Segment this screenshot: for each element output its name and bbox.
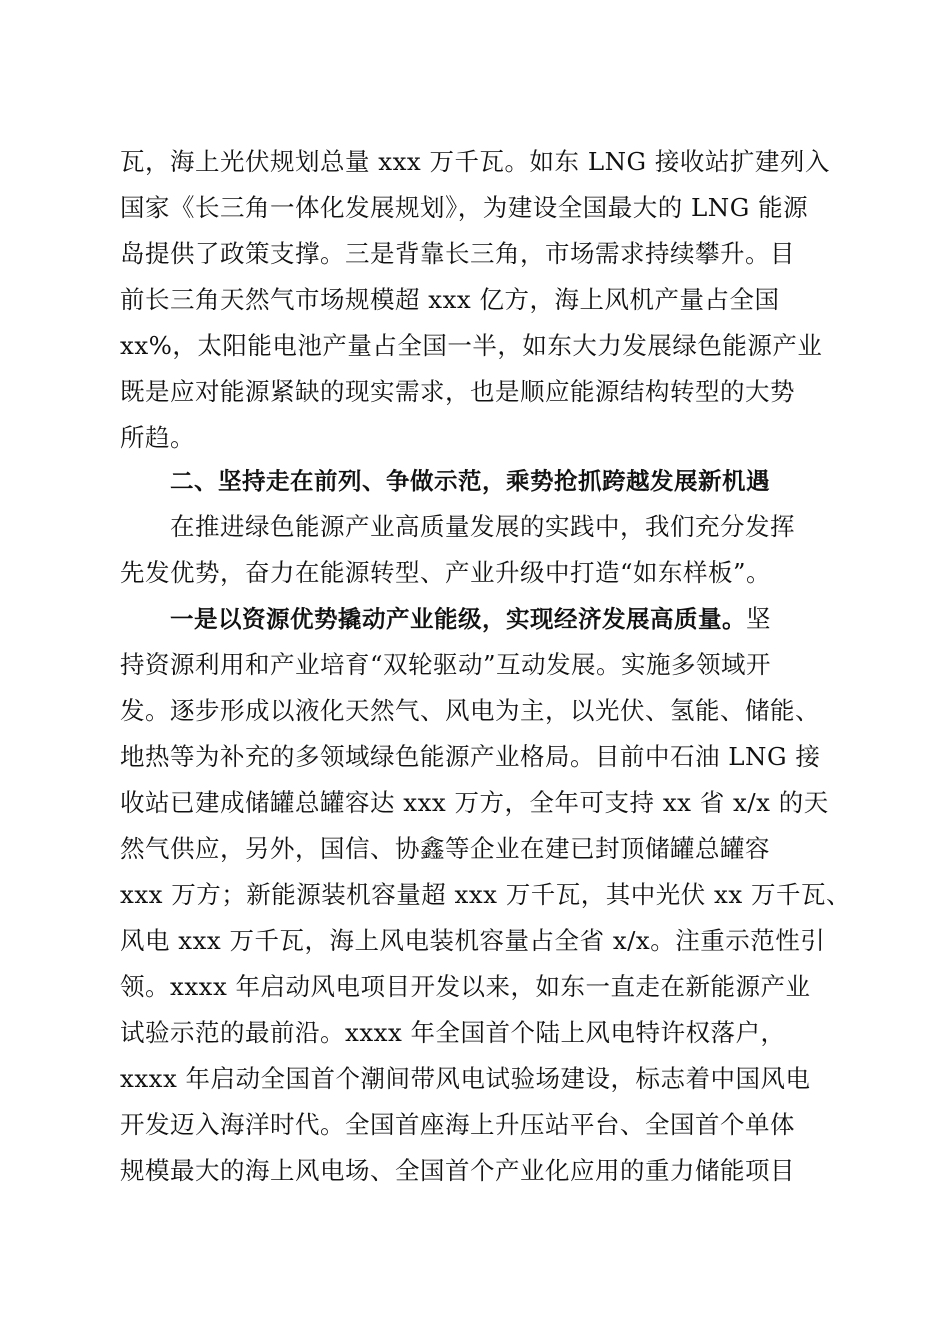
paragraph-line: 然气供应，另外，国信、协鑫等企业在建已封顶储罐总罐容 (120, 834, 770, 863)
paragraph-line: 开发迈入海洋时代。全国首座海上升压站平台、全国首个单体 (120, 1110, 795, 1139)
paragraph-line: 试验示范的最前沿。xxxx 年全国首个陆上风电特许权落户， (120, 1018, 786, 1047)
paragraph-line: xx%，太阳能电池产量占全国一半，如东大力发展绿色能源产业 (120, 331, 823, 360)
paragraph-line: 前长三角天然气市场规模超 xxx 亿方，海上风机产量占全国 (120, 285, 780, 314)
point-one-lead: 一是以资源优势撬动产业能级，实现经济发展高质量。 (170, 605, 746, 633)
paragraph-line: 收站已建成储罐总罐容达 xxx 万方，全年可支持 xx 省 x/x 的天 (120, 788, 829, 817)
paragraph-line: 规模最大的海上风电场、全国首个产业化应用的重力储能项目 (120, 1156, 795, 1185)
paragraph-line: 持资源利用和产业培育“双轮驱动”互动发展。实施多领域开 (120, 650, 772, 679)
paragraph-line: 风电 xxx 万千瓦，海上风电装机容量占全省 x/x。注重示范性引 (120, 926, 826, 955)
paragraph-line: 先发优势，奋力在能源转型、产业升级中打造“如东样板”。 (120, 558, 772, 587)
paragraph-line: 既是应对能源紧缺的现实需求，也是顺应能源结构转型的大势 (120, 377, 795, 406)
paragraph-line: 发。逐步形成以液化天然气、风电为主，以光伏、氢能、储能、 (120, 696, 820, 725)
paragraph-line: 瓦，海上光伏规划总量 xxx 万千瓦。如东 LNG 接收站扩建列入 (120, 147, 830, 176)
paragraph-line: 在推进绿色能源产业高质量发展的实践中，我们充分发挥 (170, 512, 795, 541)
paragraph-line: 地热等为补充的多领域绿色能源产业格局。目前中石油 LNG 接 (120, 742, 821, 771)
paragraph-line: 国家《长三角一体化发展规划》，为建设全国最大的 LNG 能源 (120, 193, 809, 222)
paragraph-line: 领。xxxx 年启动风电项目开发以来，如东一直走在新能源产业 (120, 972, 811, 1001)
paragraph-line: 岛提供了政策支撑。三是背靠长三角，市场需求持续攀升。目 (120, 239, 795, 268)
paragraph-line: xxxx 年启动全国首个潮间带风电试验场建设，标志着中国风电 (120, 1064, 811, 1093)
section-heading: 二、坚持走在前列、争做示范，乘势抢抓跨越发展新机遇 (170, 467, 770, 495)
paragraph-line: 所趋。 (120, 423, 195, 452)
point-one-first-line (170, 603, 880, 635)
point-one-tail: 坚 (746, 604, 771, 633)
paragraph-line: xxx 万方；新能源装机容量超 xxx 万千瓦，其中光伏 xx 万千瓦、 (120, 880, 851, 909)
